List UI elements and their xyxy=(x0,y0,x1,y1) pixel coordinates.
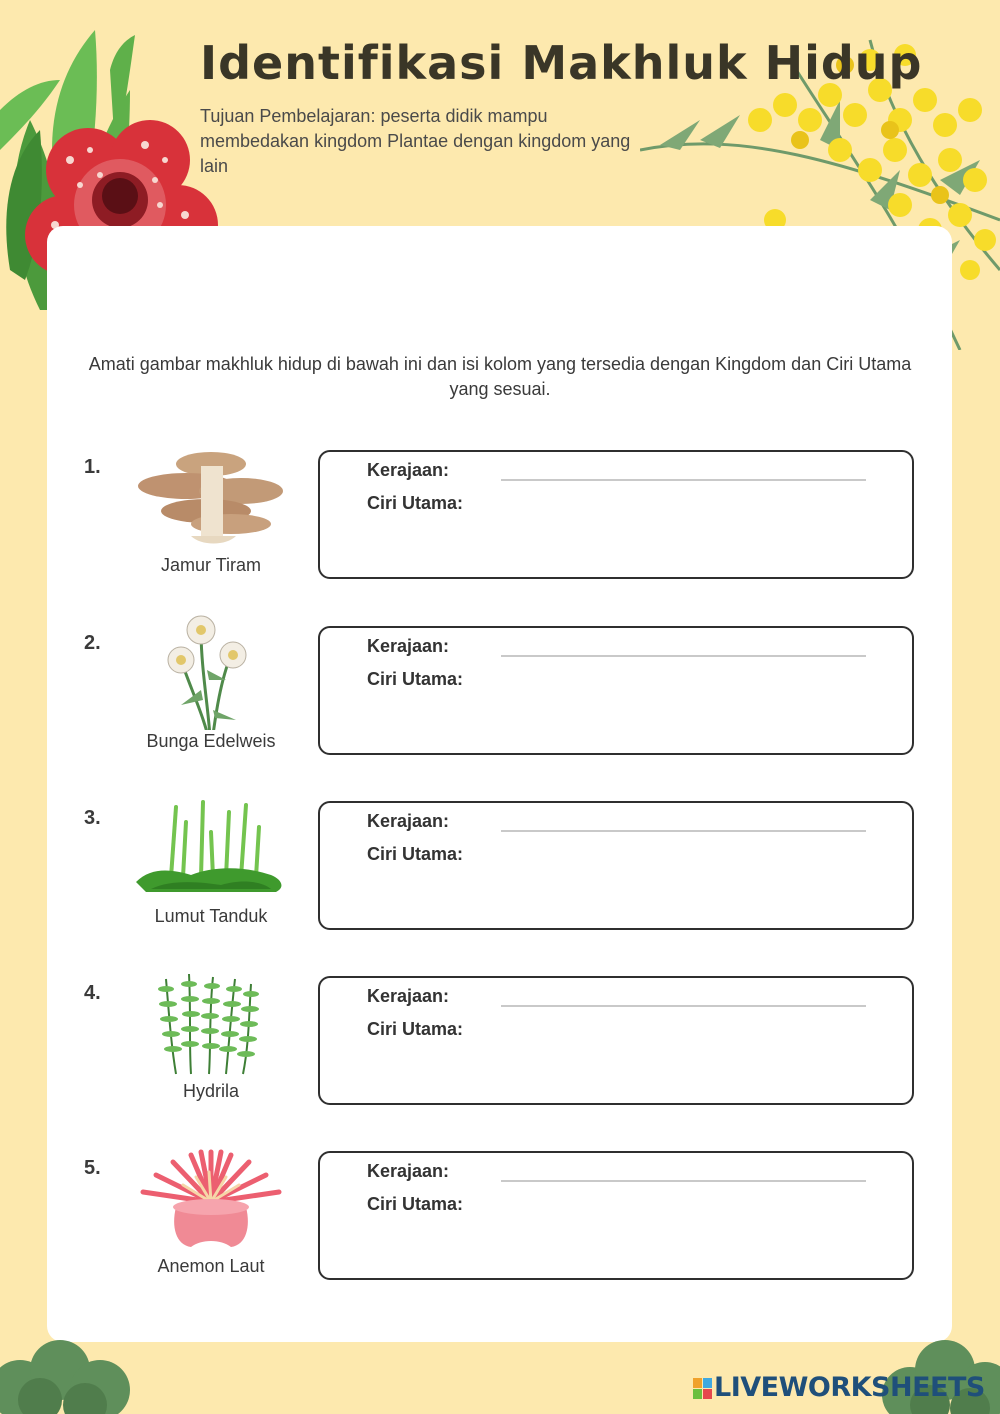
kingdom-answer-field[interactable] xyxy=(501,479,866,481)
item-number: 4. xyxy=(84,982,101,1004)
liveworksheets-brand[interactable] xyxy=(714,1372,985,1403)
trait-label: Ciri Utama: xyxy=(367,493,464,513)
kingdom-answer-field[interactable] xyxy=(501,830,866,832)
edelweiss-icon xyxy=(131,590,291,730)
item-number: 1. xyxy=(84,456,101,478)
question-item xyxy=(0,801,1000,951)
trait-label: Ciri Utama: xyxy=(367,669,464,689)
trait-label: Ciri Utama: xyxy=(367,844,464,864)
sea-anemone-icon xyxy=(131,1147,291,1247)
item-name: Anemon Laut xyxy=(157,1256,265,1276)
kingdom-label: Kerajaan: xyxy=(367,986,450,1006)
kingdom-answer-field[interactable] xyxy=(501,1180,866,1182)
kingdom-label: Kerajaan: xyxy=(367,1161,450,1181)
question-item xyxy=(0,976,1000,1126)
item-name: Hydrila xyxy=(182,1081,239,1101)
bush-left-illustration xyxy=(0,1340,140,1414)
item-name: Lumut Tanduk xyxy=(154,906,268,926)
kingdom-label: Kerajaan: xyxy=(367,636,450,656)
question-item xyxy=(0,450,1000,600)
kingdom-label: Kerajaan: xyxy=(367,811,450,831)
kingdom-label: Kerajaan: xyxy=(367,460,450,480)
question-item xyxy=(0,1151,1000,1301)
kingdom-answer-field[interactable] xyxy=(501,655,866,657)
instruction-text: Amati gambar makhluk hidup di bawah ini dan isi kolom yang tersedia dengan Kingdom dan Ciri Utama yang sesuai. xyxy=(88,354,912,399)
learning-objective: Tujuan Pembelajaran: peserta didik mampu membedakan kingdom Plantae dengan kingdom yang lain xyxy=(200,106,631,176)
hornwort-icon xyxy=(131,797,291,897)
page-title: Identifikasi Makhluk Hidup xyxy=(200,36,923,90)
item-number: 2. xyxy=(84,632,101,654)
answer-box[interactable] xyxy=(318,450,914,579)
answer-box[interactable] xyxy=(318,626,914,755)
item-name: Bunga Edelweis xyxy=(146,731,276,751)
oyster-mushroom-icon xyxy=(131,446,291,546)
hydrilla-icon xyxy=(131,970,291,1078)
liveworksheets-logo-icon xyxy=(693,1378,713,1400)
item-number: 3. xyxy=(84,807,101,829)
trait-label: Ciri Utama: xyxy=(367,1194,464,1214)
answer-box[interactable] xyxy=(318,1151,914,1280)
trait-label: Ciri Utama: xyxy=(367,1019,464,1039)
kingdom-answer-field[interactable] xyxy=(501,1005,866,1007)
answer-box[interactable] xyxy=(318,976,914,1105)
item-number: 5. xyxy=(84,1157,101,1179)
item-name: Jamur Tiram xyxy=(160,555,261,575)
brand-text: LIVEWORKSHEETS xyxy=(714,1372,985,1403)
answer-box[interactable] xyxy=(318,801,914,930)
question-item xyxy=(0,626,1000,776)
